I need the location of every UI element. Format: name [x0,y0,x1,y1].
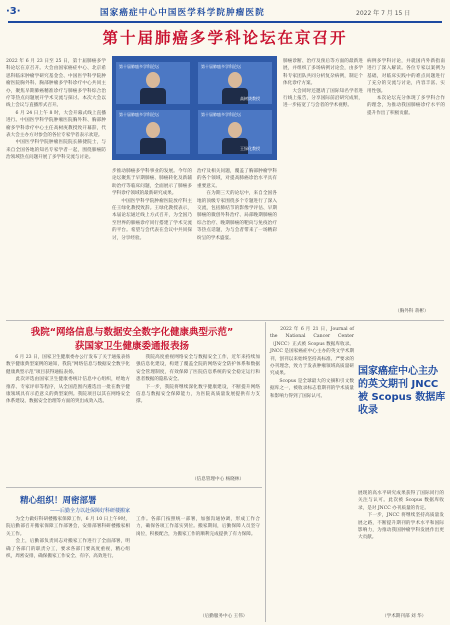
page-number: ·3· [6,6,21,17]
article3-col1: 为全力做好科研楼搬家保障工作，6 月 10 日上午9时，院后勤部召开搬家保障工作部署会，安排部署科研楼搬家相关工作。 会上，后勤部负责同志对搬家工作进行了全面部署，明确了各部门的职责分工，要求各部门要高度重视，精心组织，周密安排，确保搬家工作安全、有序、高效进行。 [6,517,130,560]
video-slot-1: 第十届肺癌多学科论坛 [116,62,190,104]
article4-col1: 2022 年 6 月 21 日，Journal of the National Cancer Center（JNCC）正式被 Scopus 数据库收录。JNCC 是国家癌症中心主办的英文学术期刊，创刊以来始终坚持高标准、严要求的办刊理念，致力于发表肿瘤领域高质量研究成果。 Scopus 是全球最大的文摘和引文数据库之一，被收录标志着期刊的学术质量和影响力得到了国际认可。 [270,327,354,399]
article2-byline: （信息管理中心 杨晓林） [192,477,244,482]
divider [6,487,262,488]
article2-headline-line1: 我院“网络信息与数据安全数字化健康典型示范” [30,327,234,338]
masthead: 国家癌症中心中国医学科学院肿瘤医院 [100,8,265,18]
article2-col2: 我院高度重视网络安全与数据安全工作，近年来持续加强信息化建设，构建了覆盖全院的网络安全防护体系和数据安全管理制度，有效保障了医院信息系统的安全稳定运行和患者数据的隐私安全。 下一步，我院将继续深化数字健康建设，不断提升网络信息与数据安全保障能力，为医院高质量发展提供有力支撑。 [136,355,260,405]
article4-headline: 国家癌症中心主办的英文期刊 JNCC 被 Scopus 数据库收录 [358,366,446,416]
article1-col5: 病例多学科讨论，并就国内外新指南进行了深入解读。各位专家以案例为基础，对临床实践中的难点问题进行了充分的交流与讨论，内容丰富、实用性强。 本次论坛充分体现了多学科合作的理念，为推动我国肺癌诊疗水平的提升作出了积极贡献。 [367,59,445,116]
speaker-face [228,72,242,88]
column-divider [265,322,266,622]
header-rule [8,21,442,23]
video-slot-2: 第十届肺癌多学科论坛 高树庚教授 [198,62,272,104]
divider [6,320,444,321]
article1-headline: 第十届肺癌多学科论坛在京召开 [102,29,348,47]
article1-col3: 治疗及相关问题，覆盖了胸部肿瘤学科的各个领域，对提高肺癌诊治水平具有重要意义。 在为期三天的论坛中，来自全国各地的顶级专家围绕多个专题进行了深入交流，包括肺结节的影像学评估、早期肺癌的微创外科治疗、局部晚期肺癌的综合治疗、晚期肺癌的靶向与免疫治疗等热点话题，为与会者带来了一场精彩纷呈的学术盛宴。 [197,169,277,241]
article3-byline: （后勤服务中心 王伟） [200,614,248,619]
speaker-body [140,88,166,104]
article1-photo [112,56,277,160]
video-slot-4: 第十届肺癌多学科论坛 王绿化教授 [198,110,272,154]
speaker-face [228,122,242,138]
speaker-face [146,72,160,88]
article2-col1: 6 月 23 日，国家卫生健康委办公厅发布了关于通报表扬数字健康典型案例的通知，我院“网络信息与数据安全数字化健康典型示范”项目获得通报表扬。 此次评选由国家卫生健康委统计信息中心组织，经地方推荐、专家评审等程序，从全国范围内遴选出一批在数字健康领域具有示范意义的典型案例。我院项目以其在网络安全体系建设、数据安全治理等方面的突出成效入选。 [6,355,130,405]
video-slot-3: 第十届肺癌多学科论坛 [116,110,190,154]
article4-col2: 展现的高水平研究成果获得了国际同行的关注与认可。此次被 Scopus 数据库收录，是对 JNCC 办刊质量的肯定。 下一步，JNCC 将继续坚持高质量发展之路，不断提升期刊的学术水平和国际影响力，为推动我国肿瘤学科发展作出更大贡献。 [358,491,444,541]
article1-col4: 肺癌诊断、治疗及预后等方面的最新进展，并组织了多场病例讨论会，由多学科专家团队共同分析复杂病例，制定个体化诊疗方案。 大会同时还邀请了国际知名学者进行线上报告，分享国际前沿研究成果，进一步拓宽了与会者的学术视野。 [283,59,363,109]
article1-col4b [283,168,363,318]
article1-col1: 2022 年 6 月 23 日至 25 日，第十届肺癌多学科论坛在京召开。大会由国家癌症中心、北京希思科临床肿瘤学研究基金会、中国医学科学院肿瘤医院胸外科、胸部肿瘤多学科诊疗中心共同主办，聚焦早期肺癌精准诊疗与肺癌多学科综合治疗等热点问题展开学术交流与探讨。本次大会以线上会议与直播形式召开。 6 月 24 日上午 8 时，大会开幕式线上直播进行。中国医学科学院肿瘤医院胸外科、胸部肿瘤多学科诊疗中心主任高树庚教授致开幕辞，代表大会主办方对参会的各位专家学者表示欢迎。 中国医学科学院肿瘤医院院长赫捷院士，与来自全国各地的知名专家学者一起，围绕肺癌防治领域热点问题开展了多学科交流与讨论。 [6,59,106,161]
speaker-caption: 王绿化教授 [240,146,260,151]
article3-col2: 工作。各部门按照统一部署，加强沟通协调，形成工作合力，确保各项工作落实到位。搬家期间，后勤保障人员坚守岗位，积极配合，为搬家工作的顺利完成提供了有力保障。 [136,517,260,537]
article2-headline-line2: 获国家卫生健康委通报表扬 [74,341,189,352]
article1-byline: （胸外科 蒋彬） [395,309,429,314]
article4-byline: （学术期刊部 刘 华） [382,614,427,619]
article3-headline: 精心组织！周密部署 [20,496,97,506]
speaker-face [146,122,160,138]
issue-date: 2022 年 7 月 15 日 [356,10,411,17]
speaker-caption: 高树庚教授 [240,96,260,101]
speaker-body [140,138,166,154]
article3-subtitle: ——后勤全力以赴保障好科研楼搬家 [50,508,131,514]
article1-col2: 步推动肺癌多学科事业的发展。今年的论坛聚焦于早期肺癌、肺癌转化及新辅助治疗等临床问题，全面展示了肺癌多学科诊疗领域的最新研究成果。 中国医学科学院肿瘤医院放疗科主任王绿化教授致辞。王绿化教授表示，本届论坛通过线上方式召开，为全国乃至世界的肺癌诊疗同行搭建了学术交流的平台。希望与会代表在会议中共同探讨，分享经验。 [112,169,192,241]
